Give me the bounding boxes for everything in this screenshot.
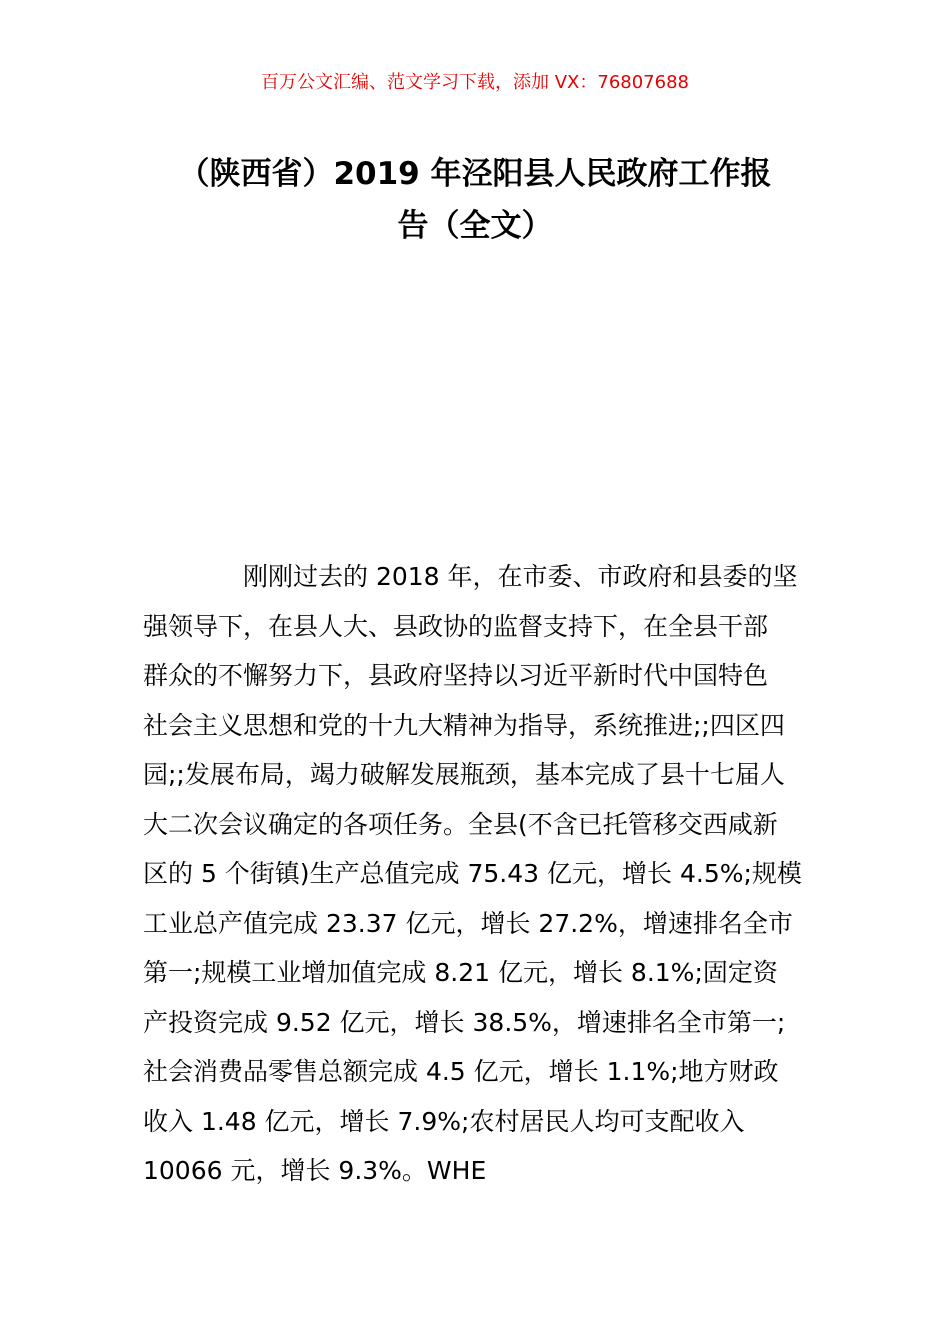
body-line: 收入 1.48 亿元，增长 7.9%;农村居民人均可支配收入 — [143, 1106, 745, 1136]
body-line: 工业总产值完成 23.37 亿元，增长 27.2%，增速排名全市 — [143, 908, 793, 938]
title-line-1: （陕西省）2019 年泾阳县人民政府工作报 — [178, 156, 772, 192]
body-line: 刚刚过去的 2018 年，在市委、市政府和县委的坚 — [243, 562, 798, 591]
body-line: 社会主义思想和党的十九大精神为指导，系统推进;;四区四 — [143, 710, 785, 740]
body-line: 群众的不懈努力下，县政府坚持以习近平新时代中国特色 — [143, 661, 769, 690]
document-body — [143, 552, 808, 1196]
body-line: 强领导下，在县人大、县政协的监督支持下，在全县干部 — [143, 611, 769, 641]
body-line: 10066 元，增长 9.3%。WHE — [143, 1156, 487, 1185]
title-line-2: 告（全文） — [397, 208, 553, 244]
body-line: 园;;发展布局，竭力破解发展瓶颈，基本完成了县十七届人 — [143, 760, 785, 789]
body-line: 区的 5 个街镇)生产总值完成 75.43 亿元，增长 4.5%;规模 — [143, 859, 802, 888]
header-notice: 百万公文汇编、范文学习下载，添加 VX：76807688 — [261, 72, 689, 93]
body-line: 大二次会议确定的各项任务。全县(不含已托管移交西咸新 — [143, 809, 778, 839]
document-title — [140, 148, 810, 252]
body-line: 第一;规模工业增加值完成 8.21 亿元，增长 8.1%;固定资 — [143, 958, 778, 987]
body-line: 产投资完成 9.52 亿元，增长 38.5%，增速排名全市第一; — [143, 1007, 786, 1037]
body-line: 社会消费品零售总额完成 4.5 亿元，增长 1.1%;地方财政 — [143, 1057, 779, 1086]
